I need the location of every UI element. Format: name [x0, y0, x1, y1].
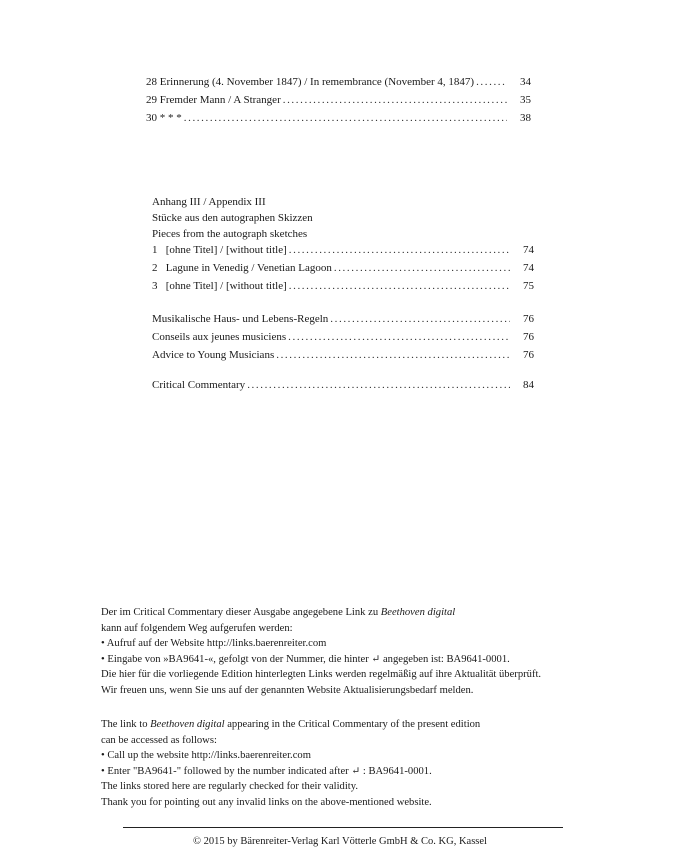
toc-page: 34 [520, 76, 531, 88]
toc-entry [152, 347, 534, 365]
toc-page: 74 [523, 262, 534, 274]
toc-misc [152, 311, 534, 365]
toc-page: 76 [523, 349, 534, 361]
toc-entry [152, 311, 534, 329]
footer-rule [123, 827, 563, 828]
toc-title: Erinnerung (4. November 1847) / In remembrance (November 4, 1847) [159, 76, 475, 88]
dot-leader [289, 278, 510, 294]
notice-text: Wir freuen uns, wenn Sie uns auf der genannten Website Aktualisierungsbedarf melden. [101, 684, 474, 696]
toc-title: [ohne Titel] / [without title] [165, 244, 287, 256]
notice-emphasis: Beethoven digital [150, 719, 225, 730]
appendix-subtitle-en: Pieces from the autograph sketches [152, 228, 308, 240]
toc-critical [152, 377, 534, 393]
notice-bullet: • Aufruf auf der Website http://links.baerenreiter.com [101, 638, 327, 649]
notice-german [101, 605, 641, 698]
toc-number: 30 [146, 112, 157, 124]
notice-emphasis: Beethoven digital [380, 607, 456, 618]
toc-main [146, 74, 531, 128]
toc-title: Advice to Young Musicians [152, 349, 275, 361]
toc-page: 76 [523, 313, 534, 325]
toc-page: 75 [523, 280, 534, 292]
toc-page: 84 [523, 379, 534, 391]
notice-text: Thank you for pointing out any invalid links on the above-mentioned website. [101, 796, 432, 808]
notice-bullet: • Enter "BA9641-" followed by the number indicated after ↵ : BA9641-0001. [101, 765, 432, 777]
toc-page: 74 [523, 244, 534, 256]
dot-leader [288, 329, 510, 345]
toc-number: 2 [152, 262, 158, 274]
toc-number: 29 [146, 94, 157, 106]
toc-number: 1 [152, 244, 158, 256]
toc-page: 35 [520, 94, 531, 106]
notice-bullet: • Eingabe von »BA9641-«, gefolgt von der Nummer, die hinter ↵ angegeben ist: BA9641-0001. [101, 653, 510, 665]
notice-text: Die hier für die vorliegende Edition hinterlegten Links werden regelmäßig auf ihre Aktualität überprüft. [101, 669, 542, 680]
toc-number: 28 [146, 76, 157, 88]
dot-leader [283, 92, 507, 108]
appendix-subtitle-de: Stücke aus den autographen Skizzen [152, 212, 313, 224]
toc-title: Conseils aux jeunes musiciens [152, 331, 287, 343]
toc-entry [146, 92, 531, 110]
toc-title: Lagune in Venedig / Venetian Lagoon [165, 262, 332, 274]
toc-page: 76 [523, 331, 534, 343]
notice-bullet: • Call up the website http://links.baerenreiter.com [101, 750, 311, 761]
dot-leader [184, 110, 507, 126]
appendix-section [152, 194, 534, 296]
dot-leader [247, 377, 510, 393]
notice-text: kann auf folgendem Weg aufgerufen werden: [101, 622, 293, 634]
notice-text: can be accessed as follows: [101, 734, 217, 746]
notice-text: appearing in the Critical Commentary of the present edition [224, 719, 481, 730]
dot-leader [330, 311, 510, 327]
appendix-heading: Anhang III / Appendix III [152, 196, 266, 208]
toc-title: * * * [159, 112, 182, 124]
toc-page: 38 [520, 112, 531, 124]
dot-leader [476, 74, 507, 90]
toc-number: 3 [152, 280, 158, 292]
toc-entry [152, 242, 534, 260]
toc-title: Musikalische Haus- und Lebens-Regeln [152, 313, 329, 325]
notice-text: The link to [101, 719, 151, 730]
toc-entry [152, 377, 534, 393]
toc-entry [152, 260, 534, 278]
dot-leader [276, 347, 510, 363]
notice-text: Der im Critical Commentary dieser Ausgabe angegebene Link zu [101, 607, 381, 618]
toc-entry [146, 74, 531, 92]
dot-leader [289, 242, 510, 258]
copyright-footer: © 2015 by Bärenreiter-Verlag Karl Vötterle GmbH & Co. KG, Kassel [193, 836, 487, 847]
toc-entry [152, 329, 534, 347]
toc-entry [152, 278, 534, 296]
notice-text: The links stored here are regularly checked for their validity. [101, 781, 358, 792]
toc-entry [146, 110, 531, 128]
toc-title: [ohne Titel] / [without title] [165, 280, 287, 292]
dot-leader [334, 260, 510, 276]
notice-english [101, 717, 641, 810]
toc-title: Critical Commentary [152, 379, 246, 391]
toc-title: Fremder Mann / A Stranger [159, 94, 281, 106]
